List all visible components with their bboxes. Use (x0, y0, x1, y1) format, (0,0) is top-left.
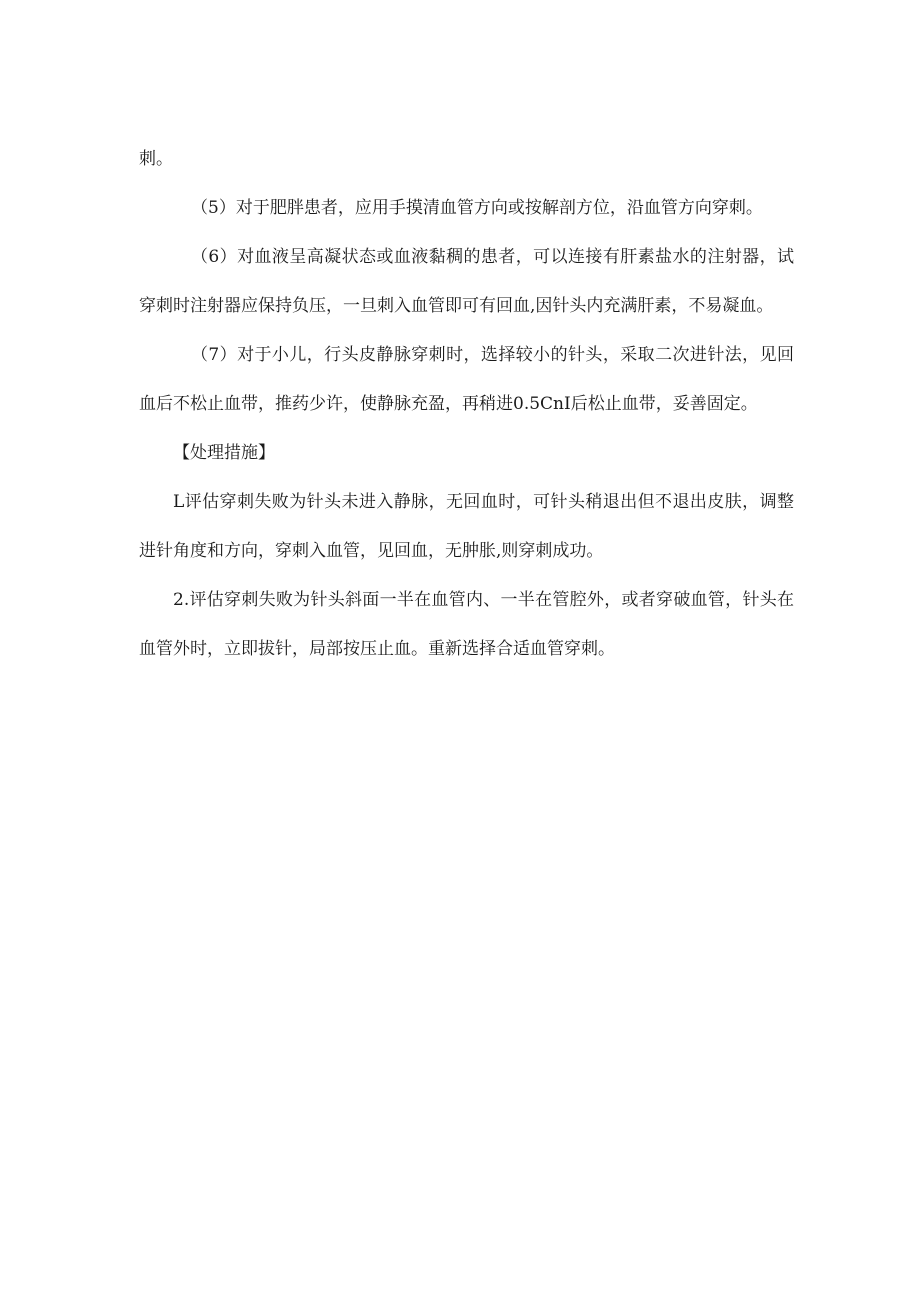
section-heading: 【处理措施】 (173, 443, 275, 463)
paragraph-item-5: （5）对于肥胖患者，应用手摸清血管方向或按解剖方位，沿血管方向穿刺。 (191, 198, 763, 218)
paragraph-continuation: 刺。 (139, 149, 173, 169)
measure-item-2: 2.评估穿刺失败为针头斜面一半在血管内、一半在管腔外，或者穿破血管，针头在血管外时，立即拔针，局部按压止血。重新选择合适血管穿刺。 (139, 590, 794, 659)
paragraph-item-6: （6）对血液呈高凝状态或血液黏稠的患者，可以连接有肝素盐水的注射器，试穿刺时注射器应保持负压，一旦刺入血管即可有回血,因针头内充满肝素，不易凝血。 (139, 247, 794, 316)
document-body (139, 135, 794, 674)
measure-item-1: L评估穿刺失败为针头未进入静脉，无回血时，可针头稍退出但不退出皮肤，调整进针角度和方向，穿刺入血管，见回血，无肿胀,则穿刺成功。 (139, 492, 794, 561)
paragraph-item-7: （7）对于小儿，行头皮静脉穿刺时，选择较小的针头，采取二次进针法，见回血后不松止血带，推药少许，使静脉充盈，再稍进0.5CnI后松止血带，妥善固定。 (139, 345, 794, 414)
